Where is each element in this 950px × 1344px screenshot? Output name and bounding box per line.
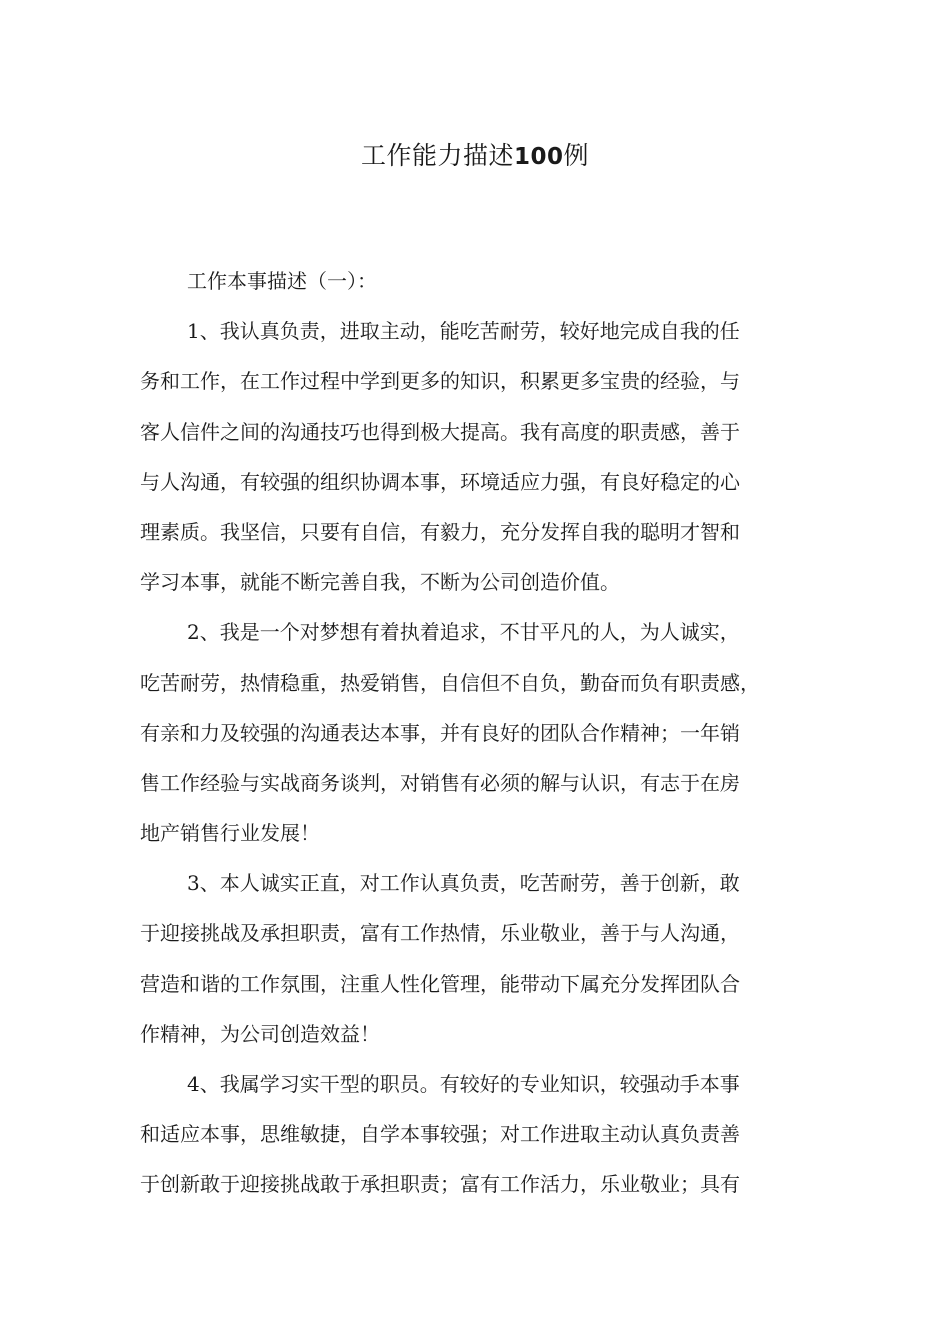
title-number: 100 bbox=[513, 144, 564, 170]
paragraph-line: 于迎接挑战及承担职责，富有工作热情，乐业敬业，善于与人沟通， bbox=[140, 921, 740, 946]
paragraph-line: 3、本人诚实正直，对工作认真负责，吃苦耐劳，善于创新，敢 bbox=[187, 871, 740, 896]
paragraph-line: 售工作经验与实战商务谈判，对销售有必须的解与认识，有志于在房 bbox=[140, 770, 740, 795]
paragraph-line: 务和工作，在工作过程中学到更多的知识，积累更多宝贵的经验，与 bbox=[140, 369, 740, 394]
paragraph-line: 2、我是一个对梦想有着执着追求，不甘平凡的人，为人诚实， bbox=[187, 620, 740, 645]
paragraph-line: 1、我认真负责，进取主动，能吃苦耐劳，较好地完成自我的任 bbox=[187, 319, 740, 344]
paragraph-line: 客人信件之间的沟通技巧也得到极大提高。我有高度的职责感，善于 bbox=[140, 419, 740, 444]
paragraph-line: 吃苦耐劳，热情稳重，热爱销售，自信但不自负，勤奋而负有职责感， bbox=[140, 670, 760, 695]
paragraph-line: 和适应本事，思维敏捷，自学本事较强；对工作进取主动认真负责善 bbox=[140, 1122, 740, 1147]
paragraph-line: 地产销售行业发展！ bbox=[140, 821, 320, 846]
paragraph-2 bbox=[140, 607, 820, 858]
paragraph-line: 学习本事，就能不断完善自我，不断为公司创造价值。 bbox=[140, 570, 620, 595]
title-suffix: 例 bbox=[563, 141, 590, 170]
paragraph-line: 于创新敢于迎接挑战敢于承担职责；富有工作活力，乐业敬业；具有 bbox=[140, 1172, 740, 1197]
page-title bbox=[0, 140, 950, 173]
paragraph-line: 理素质。我坚信，只要有自信，有毅力，充分发挥自我的聪明才智和 bbox=[140, 519, 740, 544]
paragraph-line: 作精神，为公司创造效益！ bbox=[140, 1021, 380, 1046]
paragraph-line: 与人沟通，有较强的组织协调本事，环境适应力强，有良好稳定的心 bbox=[140, 469, 740, 494]
document-body bbox=[140, 256, 820, 1210]
paragraph-line: 4、我属学习实干型的职员。有较好的专业知识，较强动手本事 bbox=[187, 1072, 740, 1096]
paragraph-line: 有亲和力及较强的沟通表达本事，并有良好的团队合作精神；一年销 bbox=[140, 720, 740, 745]
paragraph-4 bbox=[140, 1059, 820, 1210]
paragraph-3 bbox=[140, 858, 820, 1059]
paragraph-1 bbox=[140, 306, 820, 607]
title-text: 工作能力描述 bbox=[360, 141, 514, 170]
paragraph-line: 营造和谐的工作氛围，注重人性化管理，能带动下属充分发挥团队合 bbox=[140, 971, 740, 996]
section-heading: 工作本事描述（一）： bbox=[187, 269, 377, 293]
